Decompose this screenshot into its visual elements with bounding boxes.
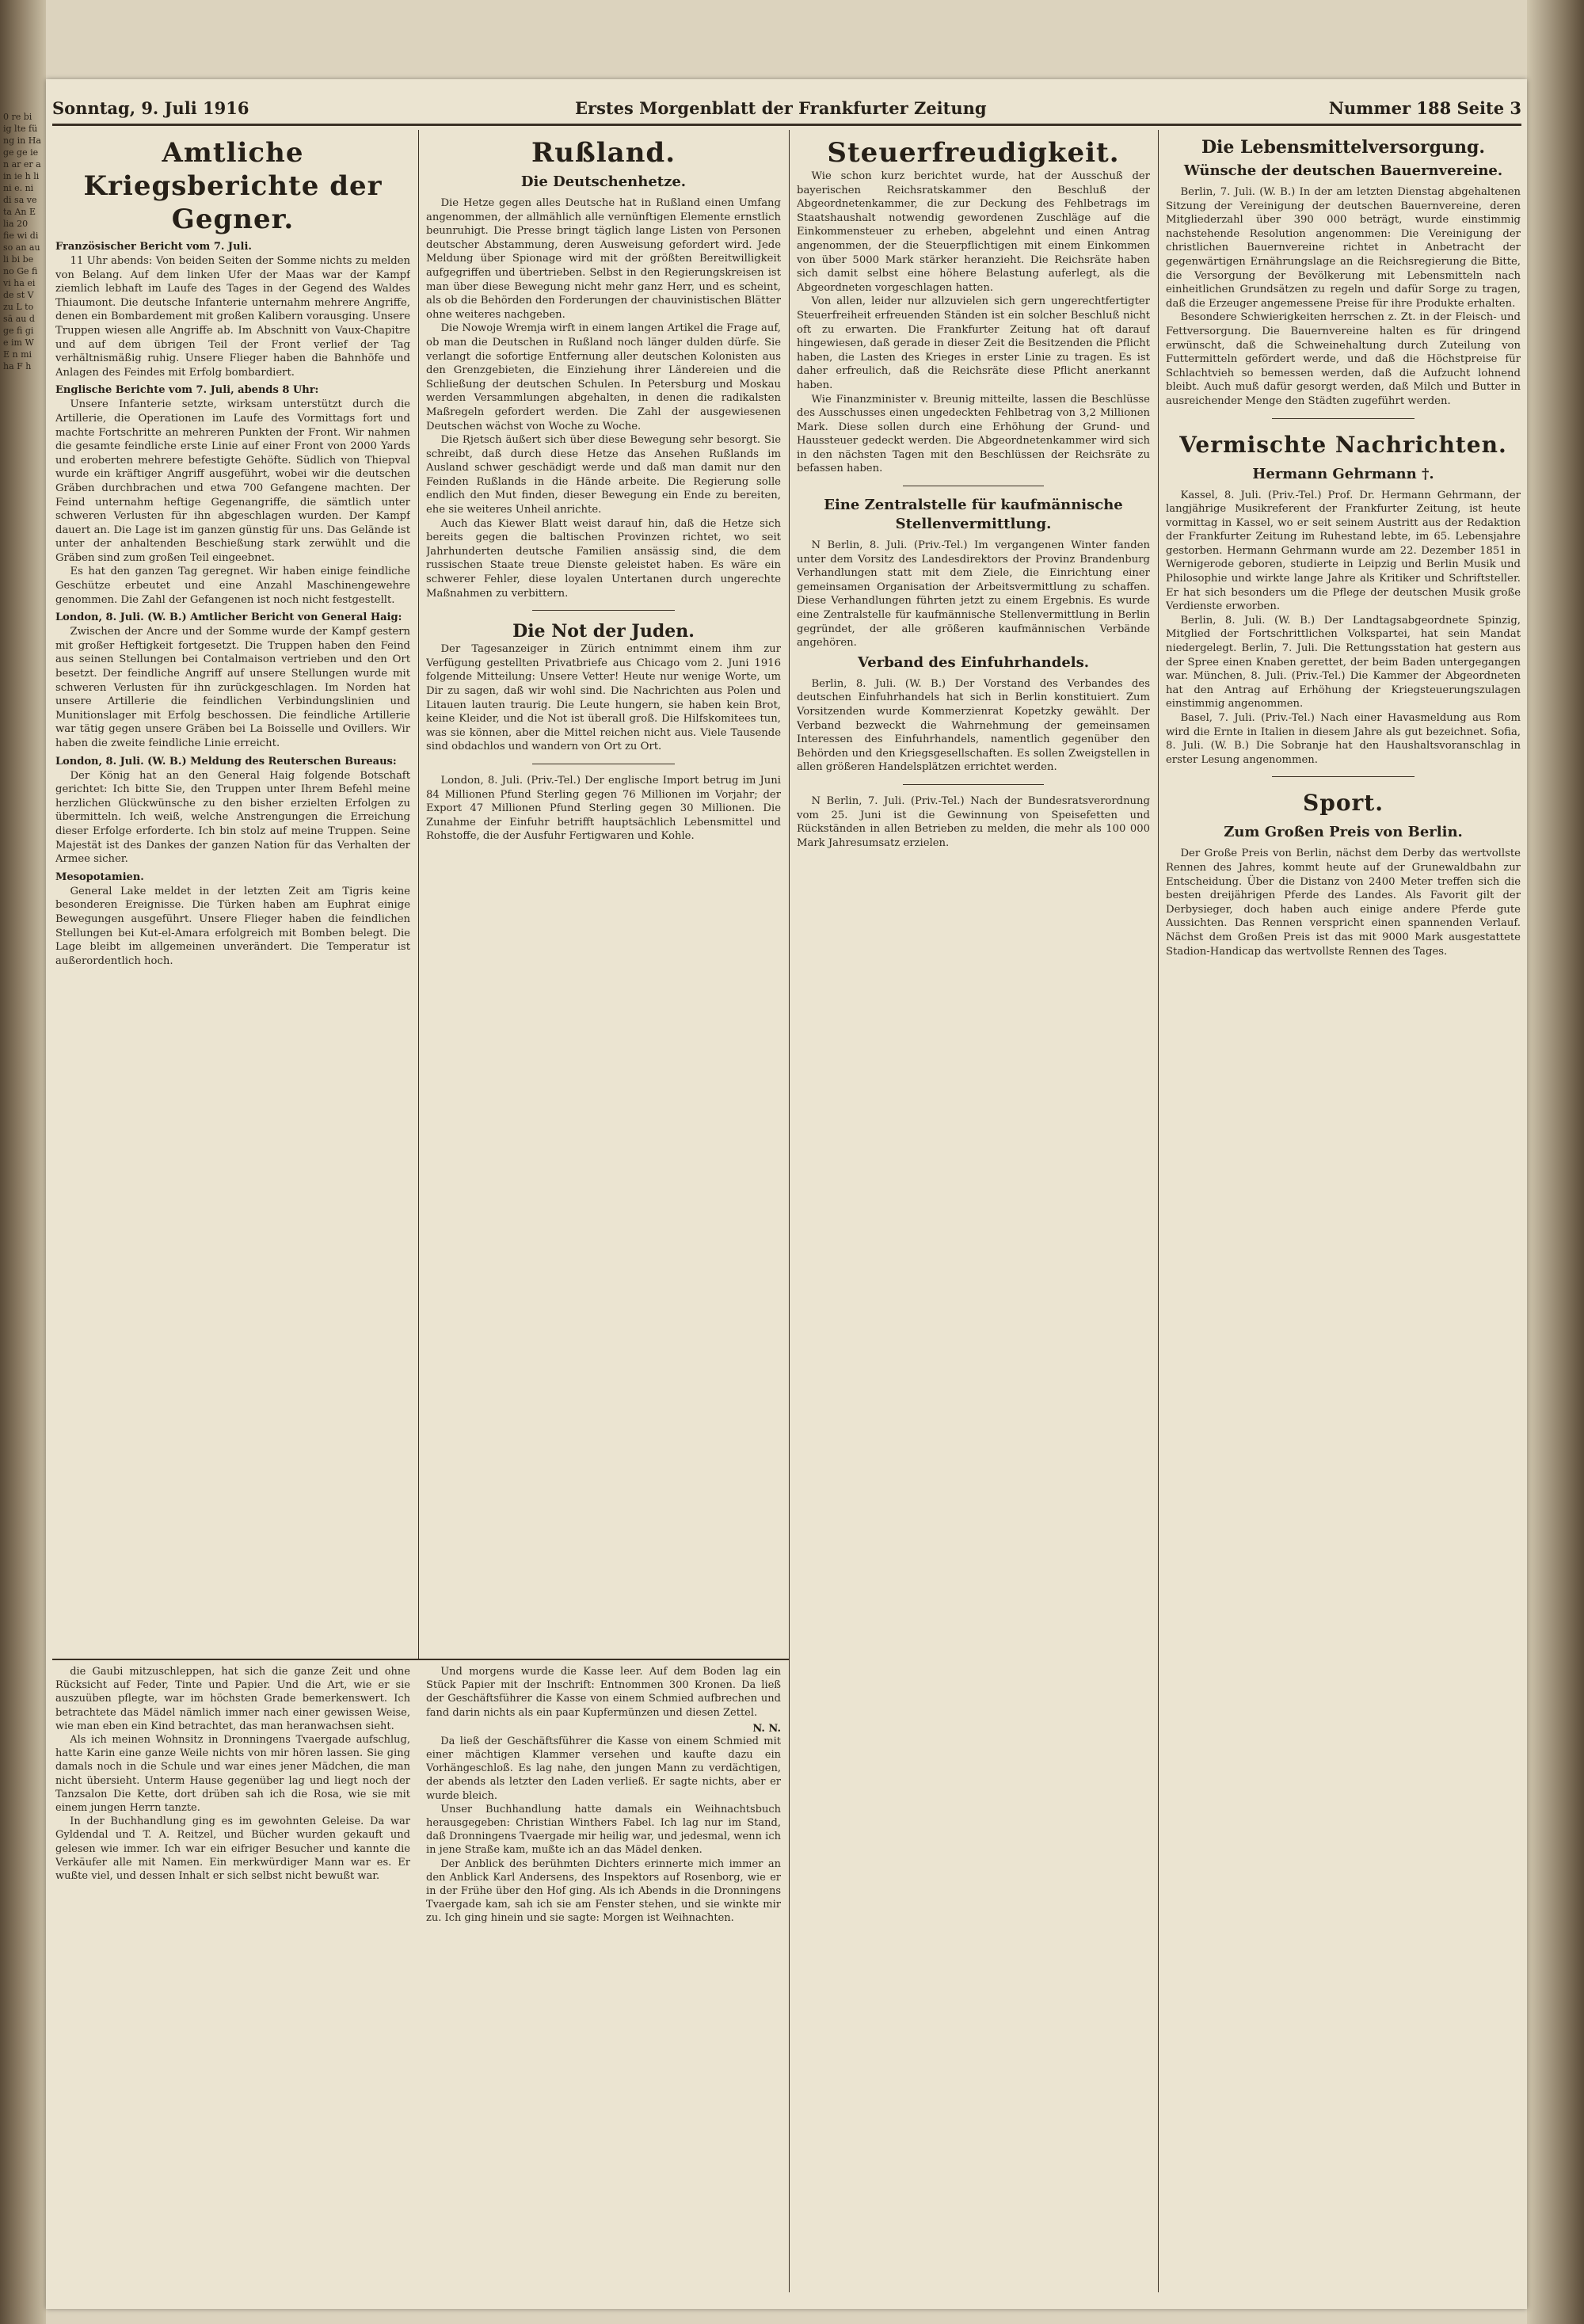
lead-london-report: London, 8. Juli. (W. B.) Amtlicher Bericht von General Haig: <box>55 611 402 624</box>
article-paragraph: N Berlin, 7. Juli. (Priv.-Tel.) Nach der Bundesratsverordnung vom 25. Juni ist die Gewinnung von Speisefetten und Rückständen in allen Betrieben zu melden, die mehr als 100 000 Mark Jahresumsatz erzielen. <box>797 794 1150 849</box>
column-divider <box>1158 130 1159 2292</box>
article-paragraph: Berlin, 8. Juli. (W. B.) Der Landtagsabgeordnete Spinzig, Mitglied der Fortschrittlichen Volkspartei, hat sein Mandat niedergelegt. Berlin, 7. Juli. Die Rettungsstation hat gestern aus der Spree einen Knaben gerettet, der beim Baden untergegangen war. München, 8. Juli. (Priv.-Tel.) Die Kammer der Abgeordneten hat den Antrag auf Erhöhung der Kriegsteuerungszulagen einstimmig angenommen. <box>1166 614 1521 711</box>
lead-reuter-report: London, 8. Juli. (W. B.) Meldung des Reuterschen Bureaus: <box>55 755 397 768</box>
article-paragraph: London, 8. Juli. (Priv.-Tel.) Der englische Import betrug im Juni 84 Millionen Pfund Sterling gegen 76 Millionen im Vorjahr; der Export 47 Millionen Pfund Sterling gegen 30 Millionen. Die Zunahme der Einfuhr betrifft hauptsächlich Lebensmittel und Rohstoffe, die der Ausfuhr Fertigwaren und Kohle. <box>426 774 781 843</box>
headline-russia: Rußland. <box>531 137 676 169</box>
article-paragraph: Die Rjetsch äußert sich über diese Bewegung sehr besorgt. Sie schreibt, daß durch diese Hetze das Ansehen Rußlands im Ausland schwer geschädigt werde und daß man damit nur den Feinden Rußlands in die Hände arbeite. Die Regierung solle endlich den Mut finden, dieser Bewegung ein Ende zu bereiten, ehe sie weiteres Unheil anrichte. <box>426 434 781 516</box>
subhead-gehrmann: Hermann Gehrmann †. <box>1252 465 1434 482</box>
article-paragraph: Die Nowoje Wremja wirft in einem langen Artikel die Frage auf, ob man die Deutschen in Rußland noch länger dulden dürfe. Sie verlangt die sofortige Entfernung aller deutschen Kolonisten aus den Grenzgebieten, die Einziehung ihrer Ländereien und die Schließung der deutschen Schulen. In Petersburg und Moskau werden Versammlungen abgehalten, in denen die radikalsten Maßregeln gefordert werden. Die Zahl der ausgewiesenen Deutschen wächst von Woche zu Woche. <box>426 322 781 432</box>
article-paragraph: Von allen, leider nur allzuvielen sich gern ungerechtfertigter Steuerfreiheit erfreuenden Ständen ist ein solcher Beschluß nicht oft zu erwarten. Die Frankfurter Zeitung hat oft darauf hingewiesen, daß gerade in dieser Zeit die Besitzenden die Pflicht haben, die Lasten des Krieges in erster Linie zu tragen. Es ist daher erfreulich, daß die Reichsräte diese Pflicht anerkannt haben. <box>797 295 1150 391</box>
article-paragraph: Der Große Preis von Berlin, nächst dem Derby das wertvollste Rennen des Jahres, kommt heute auf der Grunewaldbahn zur Entscheidung. Über die Distanz von 2400 Meter treffen sich die besten dreijährigen Pferde des Landes. Als Favorit gilt der Derbysieger, doch haben auch einige andere Pferde gute Aussichten. Das Rennen verspricht einen spannenden Verlauf. Nächst dem Großen Preis ist das mit 9000 Mark ausgestattete Stadion-Handicap das wertvollste Rennen des Tages. <box>1166 848 1521 958</box>
column-war-reports <box>55 136 410 1653</box>
feuilleton-column-2 <box>426 1665 781 2291</box>
article-paragraph: Kassel, 8. Juli. (Priv.-Tel.) Prof. Dr. Hermann Gehrmann, der langjährige Musikreferent der Frankfurter Zeitung, ist heute vormittag in Kassel, wo er seit seinem Austritt aus der Redaktion der Frankfurter Zeitung im Ruhestand lebte, im 65. Lebensjahre gestorben. Hermann Gehrmann wurde am 22. Dezember 1851 in Wernigerode geboren, studierte in Leipzig und Berlin Musik und Philosophie und wirkte lange Jahre als Kritiker und Schriftsteller. Er hat sich besonders um die Pflege der deutschen Musik große Verdienste erworben. <box>1166 489 1521 613</box>
subhead-deutschenhetze: Die Deutschenhetze. <box>520 173 687 190</box>
article-paragraph: Wie schon kurz berichtet wurde, hat der Ausschuß der bayerischen Reichsratskammer den Beschluß der Abgeordnetenkammer, die zur Deckung des Fehlbetrags im Staatshaushalt notwendig gewordenen Zuschläge auf die Einkommensteuer zu erheben, abgelehnt und einen Antrag angenommen, der die Steuerpflichtigen mit einem Einkommen von über 5000 Mark stärker heranzieht. Die Reichsräte haben sich damit selbst eine höhere Belastung auferlegt, als die Abgeordneten vorgeschlagen hatten. <box>797 170 1150 294</box>
headline-sport: Sport. <box>1303 790 1384 817</box>
subhead-grosser-preis: Zum Großen Preis von Berlin. <box>1224 824 1463 841</box>
article-paragraph: Die Hetze gegen alles Deutsche hat in Rußland einen Umfang angenommen, der allmählich alle vernünftigen Elemente ernstlich beunruhigt. Die Presse bringt täglich lange Listen von Personen deutscher Abstammung, deren Ausweisung gefordert wird. Jede Meldung über Spionage wird mit der größten Bereitwilligkeit aufgegriffen und übertrieben. Selbst in den Regierungskreisen ist man über diese Bewegung nicht mehr ganz Herr, und es scheint, als ob die Behörden den Forderungen der chauvinistischen Blätter ohne weiteres nachgeben. <box>426 197 781 321</box>
feuilleton-paragraph: Unser Buchhandlung hatte damals ein Weihnachtsbuch herausgegeben: Christian Winthers Fabel. Ich lag nur im Stand, daß Dronningens Tvaergade mir heilig war, und jedesmal, wenn ich in jene Straße kam, mußte ich an das Mädel denken. <box>426 1803 781 1857</box>
article-paragraph: Besondere Schwierigkeiten herrschen z. Zt. in der Fleisch- und Fettversorgung. Die Bauernvereine halten es für dringend erwünscht, daß die Schweinehaltung durch Zuteilung von Futtermitteln gefördert werde, und daß die Höchstpreise für Schlachtvieh so bemessen werden, daß die Aufzucht lohnend bleibt. Auch muß dafür gesorgt werden, daß Milch und Butter in ausreichender Menge den Städten zugeführt werden. <box>1166 311 1521 407</box>
article-separator <box>1272 418 1414 419</box>
feuilleton-paragraph: Als ich meinen Wohnsitz in Dronningens Tvaergade aufschlug, hatte Karin eine ganze Weile nichts von mir hören lassen. Sie ging damals noch in die Schule und war eines jener Mädchen, die man nicht übersieht. Unterm Hause gegenüber lag und liegt noch der Tanzsalon Die Kette, dort drüben sah ich die Rosa, wie sie mit einem jungen Herrn tanzte. <box>55 1734 410 1815</box>
article-paragraph: Zwischen der Ancre und der Somme wurde der Kampf gestern mit großer Heftigkeit fortgesetzt. Die Truppen haben den Feind aus seinen Stellungen bei Contalmaison vertrieben und den Ort besetzt. Der feindliche Angriff auf unsere Stellungen wurde mit schweren Verlusten für ihn zurückgeschlagen. Im Norden hat unsere Artillerie die feindlichen Verbindungslinien und Munitionslager mit Erfolg beschossen. Die feindliche Artillerie war tätig gegen unsere Gräben bei La Boisselle und Ovillers. Wir haben die zweite feindliche Linie erreicht. <box>55 626 410 749</box>
article-paragraph: Auch das Kiewer Blatt weist darauf hin, daß die Hetze sich bereits gegen die baltischen Provinzen richtet, wo seit Jahrhunderten deutsche Familien ansässig sind, die dem russischen Staate treue Dienste geleistet haben. Es wäre ein schwerer Fehler, diese loyalen Untertanen durch ungerechte Maßnahmen zu verbittern. <box>426 517 781 600</box>
article-separator <box>532 610 674 611</box>
article-paragraph: Wie Finanzminister v. Breunig mitteilte, lassen die Beschlüsse des Ausschusses einen ungedeckten Fehlbetrag von 3,2 Millionen Mark. Diese sollen durch eine Erhöhung der Grund- und Haussteuer gedeckt werden. Die Abgeordnetenkammer wird sich in den nächsten Tagen mit den Beschlüssen der Reichsräte zu befassen haben. <box>797 393 1150 475</box>
column-steuer <box>797 136 1150 2287</box>
headline-steuerfreudigkeit: Steuerfreudigkeit. <box>827 137 1120 169</box>
column-russia <box>426 136 781 1653</box>
book-binding <box>0 0 46 2324</box>
headline-lebensmittel: Die Lebensmittelversorgung. <box>1201 137 1486 158</box>
article-paragraph: Es hat den ganzen Tag geregnet. Wir haben einige feindliche Geschütze erbeutet und eine Anzahl Maschinengewehre genommen. Die Zahl der Gefangenen ist noch nicht festgestellt. <box>55 566 410 606</box>
feuilleton-paragraph: Da ließ der Geschäftsführer die Kasse von einem Schmied mit einer mächtigen Klammer versehen und kaufte dazu ein Vorhängeschloß. Es lag nahe, den jungen Mann zu verdächtigen, der abends als letzter den Laden verließ. Er sagte nichts, aber er wurde bleich. <box>426 1735 781 1802</box>
article-paragraph: 11 Uhr abends: Von beiden Seiten der Somme nichts zu melden von Belang. Auf dem linken Ufer der Maas war der Kampf ziemlich lebhaft im Laufe des Tages in der Gegend des Waldes Thiaumont. Die deutsche Infanterie unternahm mehrere Angriffe, denen ein Bombardement mit großen Kalibern vorausging. Unsere Truppen wiesen alle Angriffe ab. Im Abschnitt von Vaux-Chapitre und auf dem übrigen Teil der Front verlief der Tag verhältnismäßig ruhig. Unsere Flieger haben die Bahnhöfe und Anlagen des Feindes mit Erfolg bombardiert. <box>55 255 410 379</box>
column-divider <box>789 130 790 2292</box>
binding-text: 0 re bi ig lte fü ng in Ha ge ge ie n ar er a in ie h li ni e. ni di sa ve ta An E lia 20 fie wi di so an au li bi be no Ge fi vi ha ei de st V zu L to sä au d ge fi gi e im W E n mi ha F h <box>3 112 41 371</box>
feuilleton-paragraph: die Gaubi mitzuschleppen, hat sich die ganze Zeit und ohne Rücksicht auf Feder, Tinte und Papier. Und die Art, wie er sie auszuüben pflegte, war im höchsten Grade bemerkenswert. Ich betrachtete das Mädel nämlich immer nach einer gewissen Weise, wie man eben ein Kind betrachtet, das man heranwachsen sieht. <box>55 1666 410 1732</box>
header-rule <box>52 124 1521 126</box>
article-paragraph: Der Tagesanzeiger in Zürich entnimmt einem ihm zur Verfügung gestellten Privatbriefe aus Chicago vom 2. Juni 1916 folgende Mitteilung: Unsere Vetter! Heute nur wenige Worte, um Dir zu sagen, daß wir wohl sind. Die Nachrichten aus Polen und Litauen lauten traurig. Die Leute hungern, sie haben kein Brot, keine Kleider, und die Not ist überall groß. Die Hilfskomitees tun, was sie können, aber die Mittel reichen nicht aus. Viele Tausende sind obdachlos und wandern von Ort zu Ort. <box>426 643 781 753</box>
article-separator <box>1272 776 1414 777</box>
lead-english-report: Englische Berichte vom 7. Juli, abends 8 Uhr: <box>55 384 319 397</box>
page-header <box>52 98 1521 119</box>
feuilleton-paragraph: Und morgens wurde die Kasse leer. Auf dem Boden lag ein Stück Papier mit der Inschrift: Entnommen 300 Kronen. Da ließ der Geschäftsführer die Kasse von einem Schmied aufbrechen und fand darin nichts als ein paar Kupfermünzen und diesen Zettel. <box>426 1666 781 1719</box>
article-paragraph: Der König hat an den General Haig folgende Botschaft gerichtet: Ich bitte Sie, den Truppen unter Ihrem Befehl meine herzlichen Glückwünsche zu den bisher erzielten Erfolgen zu übermitteln. Ich weiß, welche Anstrengungen die Erreichung dieser Erfolge erforderte. Ich bin stolz auf meine Truppen. Seine Majestät ist des Dankes der ganzen Nation für das Verhalten der Armee sicher. <box>55 769 410 866</box>
newspaper-page <box>46 79 1527 2309</box>
feuilleton-signature: N. N. <box>752 1722 781 1735</box>
article-paragraph: Berlin, 7. Juli. (W. B.) In der am letzten Dienstag abgehaltenen Sitzung der Vereinigung der deutschen Bauernvereine, deren Mitgliederzahl über 390 000 beträgt, wurde einstimmig nachstehende Resolution angenommen: Die Vereinigung der christlichen Bauernvereine richtet in Anbetracht der gegenwärtigen Ernährungslage an die Reichsregierung die Bitte, die Versorgung der Bevölkerung mit Lebensmitteln nach einheitlichen Grundsätzen zu regeln und dafür Sorge zu tragen, daß die Erzeuger angemessene Preise für ihre Produkte erhalten. <box>1166 186 1521 310</box>
article-paragraph: N Berlin, 8. Juli. (Priv.-Tel.) Im vergangenen Winter fanden unter dem Vorsitz des Landesdirektors der Provinz Brandenburg Verhandlungen statt mit dem Ziele, die Einrichtung einer gemeinsamen Organisation der Arbeitsvermittlung zu schaffen. Diese Verhandlungen führten jetzt zu einem Ergebnis. Es wurde eine Zentralstelle für kaufmännische Stellenvermittlung in Berlin gegründet, der alle größeren kaufmännischen Verbände angehören. <box>797 539 1150 650</box>
subhead-einfuhrhandel: Verband des Einfuhrhandels. <box>857 653 1090 671</box>
article-paragraph: General Lake meldet in der letzten Zeit am Tigris keine besonderen Ereignisse. Die Türken haben am Euphrat einige Bewegungen ausgeführt. Unsere Flieger haben die feindlichen Stellungen bei Kut-el-Amara erfolgreich mit Bomben belegt. Die Lage bleibt im allgemeinen unverändert. Die Temperatur ist außerordentlich hoch. <box>55 885 410 967</box>
header-page-number: Nummer 188 Seite 3 <box>1328 98 1521 118</box>
lead-mesopotamia: Mesopotamien. <box>55 871 144 883</box>
subhead-bauernvereine: Wünsche der deutschen Bauernvereine. <box>1183 162 1503 179</box>
feuilleton-paragraph: Der Anblick des berühmten Dichters erinnerte mich immer an den Anblick Karl Andersens, des Inspektors auf Rosenborg, wie er in der Frühe über den Hof ging. Als ich Abends in die Dronningens Tvaergade kam, sah ich sie am Fenster stehen, und sie winkte mir zu. Ich ging hinein und sie sagte: Morgen ist Weihnachten. <box>426 1857 781 1925</box>
feuilleton-column-1 <box>55 1665 410 2291</box>
column-divider <box>418 130 419 1659</box>
article-paragraph: Berlin, 8. Juli. (W. B.) Der Vorstand des Verbandes des deutschen Einfuhrhandels hat sich in Berlin konstituiert. Zum Vorsitzenden wurde Kommerzienrat Kopetzky gewählt. Der Verband bezweckt die Wahrnehmung der gemeinsamen Interessen des Einfuhrhandels, namentlich gegenüber den Behörden und den Kriegsgesellschaften. Es sollen Zweigstellen in allen größeren Handelsplätzen errichtet werden. <box>797 677 1150 774</box>
feuilleton-paragraph: In der Buchhandlung ging es im gewohnten Geleise. Da war Gyldendal und T. A. Reitzel, und Bücher wurden gekauft und gelesen wie immer. Ich war ein eifriger Besucher und kannte die Verkäufer alle mit Namen. Ein merkwürdiger Mann war es. Er wußte viel, und dessen Inhalt er sich selbst nicht bewußt war. <box>55 1815 410 1883</box>
article-separator <box>903 784 1044 785</box>
headline-war-reports: Amtliche Kriegsberichte der Gegner. <box>83 137 383 235</box>
article-paragraph: Basel, 7. Juli. (Priv.-Tel.) Nach einer Havasmeldung aus Rom wird die Ernte in Italien in diesem Jahre als gut bezeichnet. Sofia, 8. Juli. (W. B.) Die Sobranje hat den Haushaltsvoranschlag in erster Lesung angenommen. <box>1166 712 1521 766</box>
headline-vermischte: Vermischte Nachrichten. <box>1179 431 1507 458</box>
headline-not-der-juden: Die Not der Juden. <box>512 621 695 642</box>
page-edge <box>1527 0 1584 2324</box>
article-paragraph: Unsere Infanterie setzte, wirksam unterstützt durch die Artillerie, die Operationen im Laufe des Vormittags fort und machte Fortschritte an mehreren Punkten der Front. Wir nahmen die gesamte feindliche erste Linie auf einer Front von 2000 Yards und eroberten mehrere befestigte Gehöfte. Südlich von Thiepval wurde ein kräftiger Angriff ausgeführt, wobei wir die deutschen Gräben durchbrachen und etwa 700 Gefangene machten. Der Feind unternahm heftige Gegenangriffe, die sämtlich unter schweren Verlusten für ihn abgeschlagen wurden. Der Kampf dauert an. Die Lage ist im ganzen günstig für uns. Das Gelände ist unter der anhaltenden Beschießung stark zerwühlt und die Gräben sind zum großen Teil eingeebnet. <box>55 398 410 564</box>
subhead-zentralstelle: Eine Zentralstelle für kaufmännische Stellenvermittlung. <box>824 497 1123 533</box>
lead-french-report: Französischer Bericht vom 7. Juli. <box>55 241 252 253</box>
header-date: Sonntag, 9. Juli 1916 <box>52 98 249 118</box>
feuilleton-rule <box>52 1659 789 1660</box>
column-lebensmittel <box>1166 136 1521 2287</box>
header-paper-name: Erstes Morgenblatt der Frankfurter Zeitung <box>575 98 987 118</box>
